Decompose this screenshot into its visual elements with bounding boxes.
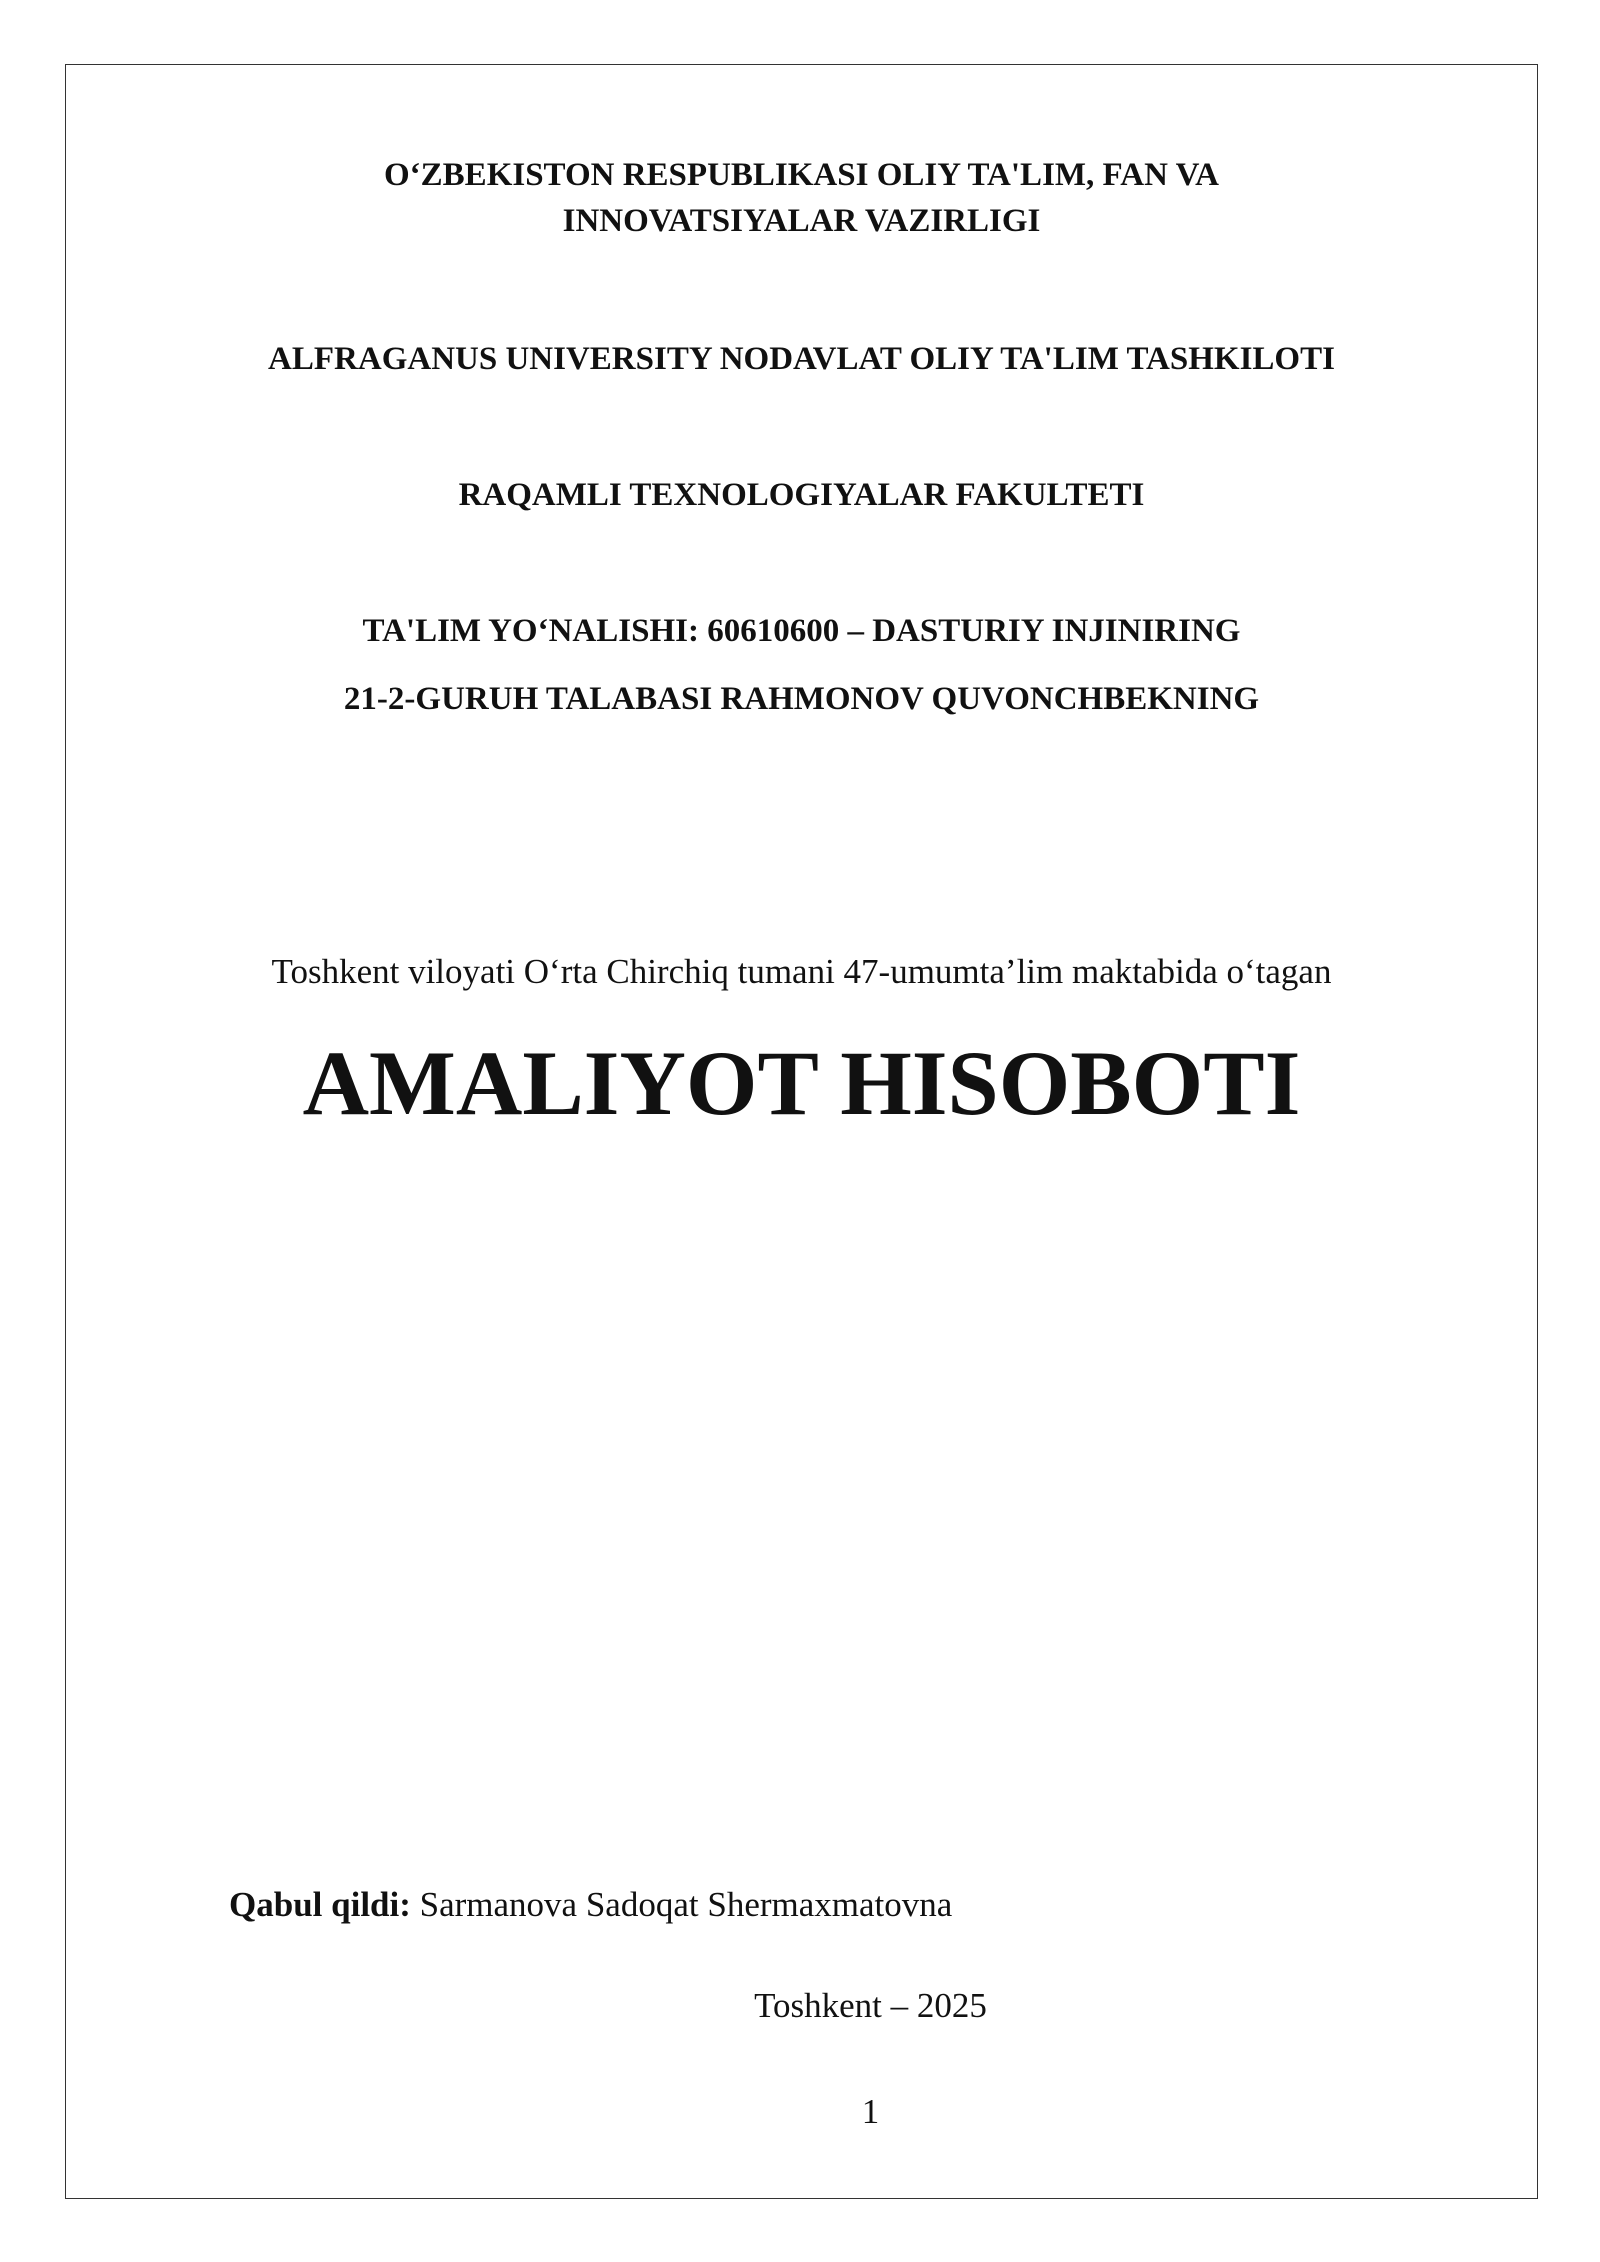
university-name: ALFRAGANUS UNIVERSITY NODAVLAT OLIY TA'LIM TASHKILOTI xyxy=(268,341,1335,377)
practice-location: Toshkent viloyati O‘rta Chirchiq tumani 47-umumta’lim maktabida o‘tagan xyxy=(271,952,1332,991)
document-title: AMALIYOT HISOBOTI xyxy=(302,1032,1301,1134)
accepted-by xyxy=(229,1881,952,1929)
ministry-name-line-1: O‘ZBEKISTON RESPUBLIKASI OLIY TA'LIM, FAN VA xyxy=(384,157,1219,193)
accepted-by-name: Sarmanova Sadoqat Shermaxmatovna xyxy=(410,1885,953,1924)
student-info: 21-2-GURUH TALABASI RAHMONOV QUVONCHBEKNING xyxy=(343,681,1260,717)
faculty-name: RAQAMLI TEXNOLOGIYALAR FAKULTETI xyxy=(458,477,1145,513)
page-number: 1 xyxy=(861,2092,880,2131)
accepted-by-label: Qabul qildi: xyxy=(229,1885,411,1924)
ministry-name-line-2: INNOVATSIYALAR VAZIRLIGI xyxy=(562,203,1041,239)
city-year: Toshkent – 2025 xyxy=(754,1986,987,2025)
study-direction: TA'LIM YO‘NALISHI: 60610600 – DASTURIY INJINIRING xyxy=(362,613,1241,649)
